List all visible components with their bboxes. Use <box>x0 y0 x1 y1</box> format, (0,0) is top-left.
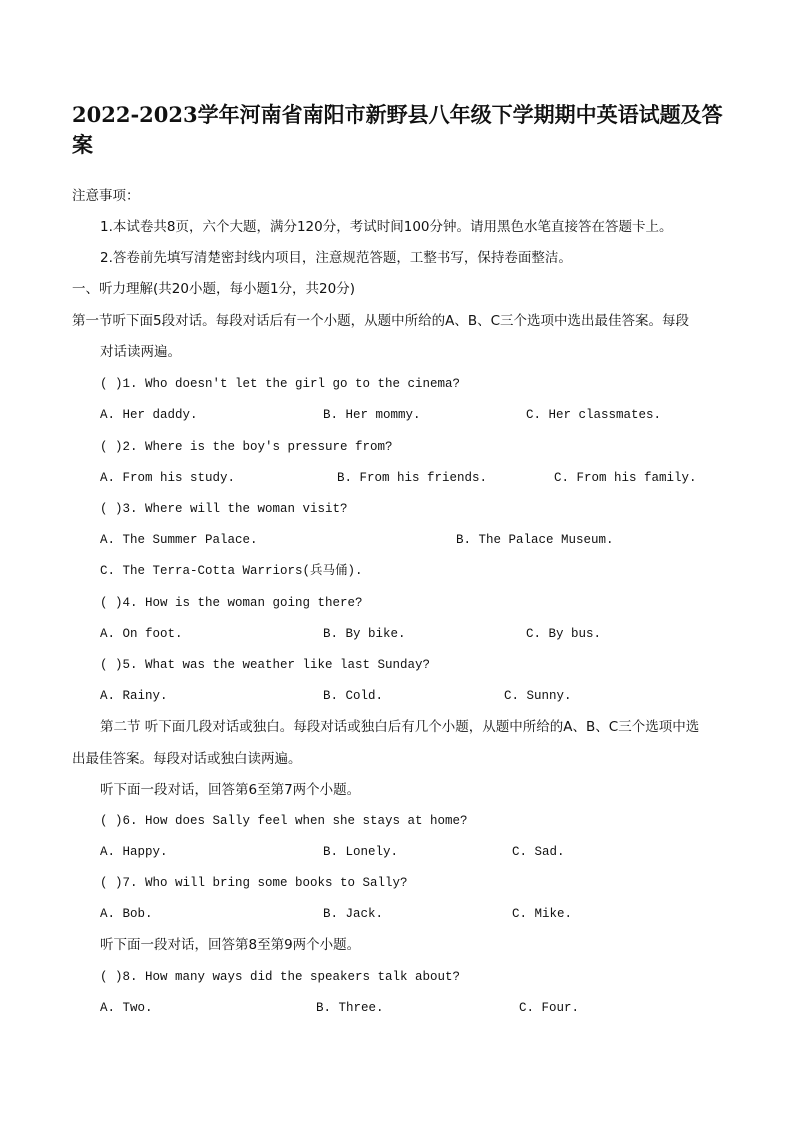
notice-label: 注意事项： <box>72 188 140 204</box>
question-4-option-a: A. On foot. <box>100 627 183 641</box>
question-3-option-b: B. The Palace Museum. <box>456 533 614 547</box>
question-6-option-b: B. Lonely. <box>323 845 399 859</box>
dialog-intro-6-7: 听下面一段对话，回答第6至第7两个小题。 <box>100 782 361 798</box>
question-6-option-a: A. Happy. <box>100 845 168 859</box>
part2-instructions-cont: 出最佳答案。每段对话或独白读两遍。 <box>72 751 302 767</box>
question-1-option-c: C. Her classmates. <box>526 408 662 422</box>
question-4-option-b: B. By bike. <box>323 627 406 641</box>
question-8-option-c: C. Four. <box>519 1001 580 1015</box>
question-6: ( )6. How does Sally feel when she stays at home? <box>100 814 468 828</box>
question-2-option-a: A. From his study. <box>100 471 236 485</box>
question-2-option-c: C. From his family. <box>554 471 697 485</box>
question-5: ( )5. What was the weather like last Sunday? <box>100 658 431 672</box>
title-line-2: 案 <box>72 132 93 157</box>
page-title <box>72 100 732 160</box>
question-3-option-c: C. The Terra-Cotta Warriors(兵马俑). <box>100 564 363 578</box>
question-7-option-b: B. Jack. <box>323 907 384 921</box>
question-7-option-a: A. Bob. <box>100 907 153 921</box>
question-1-option-b: B. Her mommy. <box>323 408 421 422</box>
question-5-option-b: B. Cold. <box>323 689 384 703</box>
question-7-option-c: C. Mike. <box>512 907 573 921</box>
question-7: ( )7. Who will bring some books to Sally? <box>100 876 408 890</box>
question-5-option-a: A. Rainy. <box>100 689 168 703</box>
part2-instructions: 第二节 听下面几段对话或独白。每段对话或独白后有几个小题，从题中所给的A、B、C三个选项中选 <box>100 719 700 735</box>
dialog-intro-8-9: 听下面一段对话，回答第8至第9两个小题。 <box>100 937 361 953</box>
question-8: ( )8. How many ways did the speakers talk about? <box>100 970 461 984</box>
question-2-option-b: B. From his friends. <box>337 471 488 485</box>
question-1-option-a: A. Her daddy. <box>100 408 198 422</box>
question-5-option-c: C. Sunny. <box>504 689 572 703</box>
part1-instructions-cont: 对话读两遍。 <box>100 344 181 360</box>
section-header-listening: 一、听力理解(共20小题，每小题1分，共20分) <box>72 281 355 297</box>
question-6-option-c: C. Sad. <box>512 845 565 859</box>
question-8-option-a: A. Two. <box>100 1001 153 1015</box>
title-line-1: 2022-2023学年河南省南阳市新野县八年级下学期期中英语试题及答 <box>72 102 723 127</box>
notice-item-2: 2.答卷前先填写清楚密封线内项目，注意规范答题，工整书写，保持卷面整洁。 <box>100 250 572 266</box>
part1-instructions: 第一节听下面5段对话。每段对话后有一个小题，从题中所给的A、B、C三个选项中选出最佳答案。每段 <box>72 313 690 329</box>
question-8-option-b: B. Three. <box>316 1001 384 1015</box>
question-3-option-a: A. The Summer Palace. <box>100 533 258 547</box>
question-4-option-c: C. By bus. <box>526 627 602 641</box>
question-2: ( )2. Where is the boy's pressure from? <box>100 440 393 454</box>
question-1: ( )1. Who doesn't let the girl go to the cinema? <box>100 377 461 391</box>
question-4: ( )4. How is the woman going there? <box>100 596 363 610</box>
question-3: ( )3. Where will the woman visit? <box>100 502 348 516</box>
notice-item-1: 1.本试卷共8页，六个大题，满分120分，考试时间100分钟。请用黑色水笔直接答在答题卡上。 <box>100 219 673 235</box>
